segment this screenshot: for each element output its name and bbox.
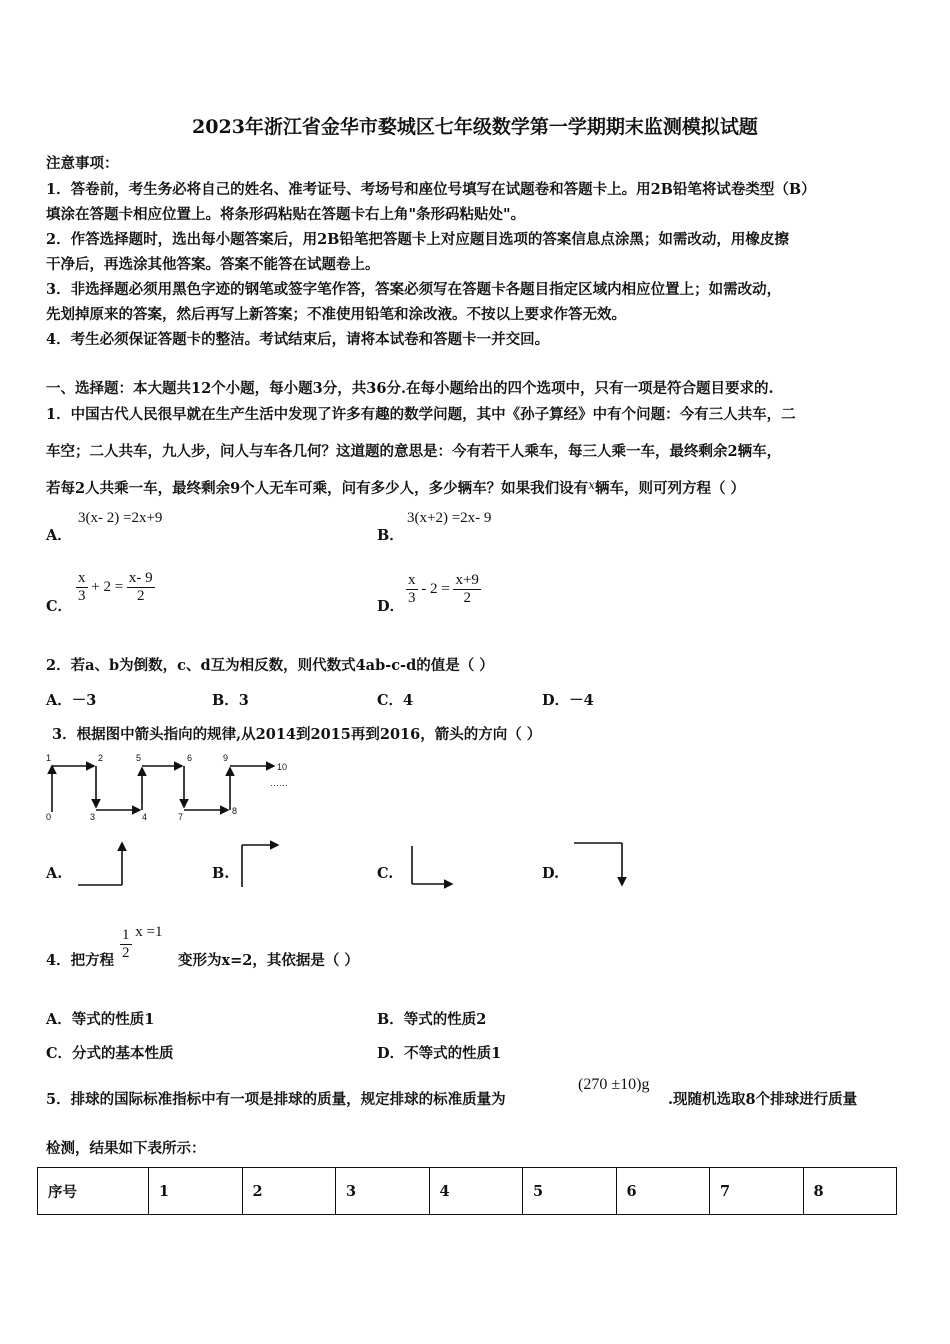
q3-option-c[interactable]: C. — [377, 865, 394, 882]
table-row — [38, 1168, 897, 1215]
q5-stem-line2: 检测，结果如下表所示： — [46, 1140, 206, 1157]
q2-option-c[interactable]: C．4 — [377, 692, 414, 709]
fig-label: 3 — [90, 812, 96, 822]
table-cell: 8 — [803, 1168, 897, 1215]
q2-option-d[interactable]: D．－4 — [542, 692, 594, 709]
q4-option-b[interactable]: B．等式的性质2 — [377, 1011, 487, 1028]
table-cell: 3 — [336, 1168, 430, 1215]
q3-option-a-arrow — [72, 835, 130, 891]
section-heading: 一、选择题：本大题共12个小题，每小题3分，共36分.在每小题给出的四个选项中，只有一项是符合题目要求的. — [46, 380, 774, 397]
notice-line: 干净后，再选涂其他答案。答案不能答在试题卷上。 — [46, 256, 380, 273]
q5-stem-end: .现随机选取8个排球进行质量 — [668, 1091, 858, 1108]
table-cell: 2 — [242, 1168, 336, 1215]
q5-mass-standard: (270 ±10)g — [578, 1076, 650, 1093]
fig-label: 7 — [178, 812, 184, 822]
q5-result-table — [37, 1167, 897, 1215]
notice-line: 4．考生必须保证答题卡的整洁。考试结束后，请将本试卷和答题卡一并交回。 — [46, 331, 550, 348]
q3-arrow-pattern-figure — [44, 752, 296, 822]
fig-label: 6 — [187, 753, 193, 763]
q1-stem: 1．中国古代人民很早就在生产生活中发现了许多有趣的数学问题，其中《孙子算经》中有个问题：今有三人共车，二 — [46, 406, 796, 423]
table-cell: 序号 — [38, 1168, 149, 1215]
q5-stem-start: 5．排球的国际标准指标中有一项是排球的质量，规定排球的标准质量为 — [46, 1091, 506, 1108]
q3-option-c-arrow — [402, 838, 458, 892]
fig-label: 9 — [223, 753, 229, 763]
notice-line: 填涂在答题卡相应位置上。将条形码粘贴在答题卡右上角"条形码粘贴处"。 — [46, 206, 526, 223]
q1-stem: 若每2人共乘一车，最终剩余9个人无车可乘，问有多少人，多少辆车？如果我们设有$^x$辆车，则可列方程（ ） — [46, 478, 746, 497]
table-cell: 1 — [149, 1168, 243, 1215]
q3-option-d-arrow — [570, 835, 630, 891]
q4-option-d[interactable]: D．不等式的性质1 — [377, 1045, 502, 1062]
fig-label: 5 — [136, 753, 142, 763]
q4-stem-start: 4．把方程 — [46, 952, 115, 969]
q4-equation: $\frac{1}{2}$ x =1 — [122, 924, 163, 962]
notice-line: 1．答卷前，考生务必将自己的姓名、准考证号、考场号和座位号填写在试题卷和答题卡上。用2B铅笔将试卷类型（B） — [46, 181, 816, 198]
table-cell: 5 — [523, 1168, 617, 1215]
table-cell: 4 — [429, 1168, 523, 1215]
q1-option-a-label[interactable]: A． — [46, 527, 72, 544]
fig-label: 4 — [142, 812, 148, 822]
fig-label: …… — [270, 778, 288, 788]
fig-label: 8 — [232, 806, 238, 816]
q2-option-a[interactable]: A．－3 — [46, 692, 97, 709]
table-cell: 6 — [616, 1168, 710, 1215]
q4-stem-end: 变形为x=2，其依据是（ ） — [178, 952, 359, 969]
fig-label: 2 — [98, 753, 104, 763]
notice-line: 2．作答选择题时，选出每小题答案后，用2B铅笔把答题卡上对应题目选项的答案信息点涂黑；如需改动，用橡皮擦 — [46, 231, 789, 248]
q4-option-c[interactable]: C．分式的基本性质 — [46, 1045, 174, 1062]
table-cell: 7 — [710, 1168, 804, 1215]
q3-stem: 3．根据图中箭头指向的规律,从2014到2015再到2016，箭头的方向（ ） — [52, 726, 542, 743]
q3-option-a[interactable]: A. — [46, 865, 63, 882]
notice-line: 3．非选择题必须用黑色字迹的钢笔或签字笔作答，答案必须写在答题卡各题目指定区域内相应位置上；如需改动， — [46, 281, 782, 298]
fig-label: 1 — [46, 753, 52, 763]
notice-heading: 注意事项： — [46, 155, 119, 172]
q4-option-a[interactable]: A．等式的性质1 — [46, 1011, 155, 1028]
q2-option-b[interactable]: B．3 — [212, 692, 249, 709]
page-title: 2023年浙江省金华市婺城区七年级数学第一学期期末监测模拟试题 — [192, 116, 758, 138]
q1-option-b[interactable]: 3(x+2) =2x- 9 — [407, 510, 492, 526]
fig-label: 10 — [277, 762, 288, 772]
q3-option-d[interactable]: D. — [542, 865, 560, 882]
fig-label: 0 — [46, 812, 52, 822]
q3-option-b-arrow — [236, 835, 286, 891]
q1-option-a[interactable]: 3(x- 2) =2x+9 — [78, 510, 163, 526]
q1-option-b-label[interactable]: B． — [377, 527, 404, 544]
q1-option-c-label[interactable]: C． — [46, 598, 73, 615]
q1-stem: 车空；二人共车，九人步，问人与车各几何？这道题的意思是：今有若干人乘车，每三人乘一车，最终剩余2辆车， — [46, 443, 782, 460]
q3-option-b[interactable]: B. — [212, 865, 230, 882]
notice-line: 先划掉原来的答案，然后再写上新答案；不准使用铅笔和涂改液。不按以上要求作答无效。 — [46, 306, 626, 323]
q1-option-d[interactable]: $\frac{x}{3}$ - 2 = $\frac{x+9}{2}$ — [408, 572, 479, 606]
q2-stem: 2．若a、b为倒数，c、d互为相反数，则代数式4ab-c-d的值是（ ） — [46, 657, 494, 674]
q1-option-c[interactable]: $\frac{x}{3}$ + 2 = $\frac{x- 9}{2}$ — [78, 570, 153, 604]
q1-option-d-label[interactable]: D． — [377, 598, 405, 615]
